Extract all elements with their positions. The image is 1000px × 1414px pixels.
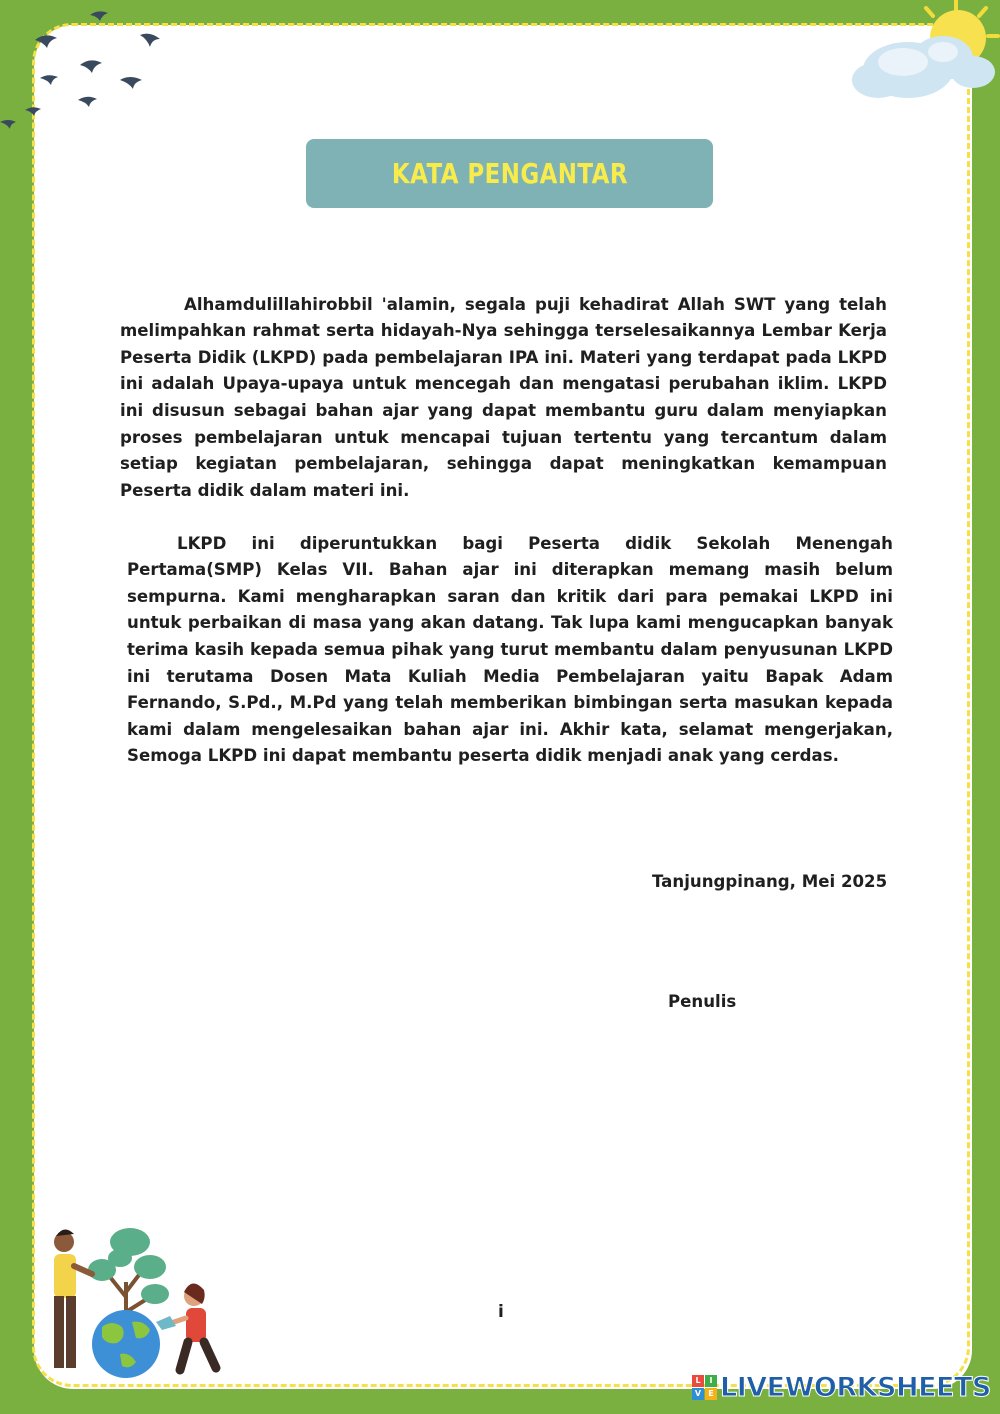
title-banner (306, 139, 713, 208)
liveworksheets-logo-icon: L I V E (692, 1375, 717, 1400)
page-number: i (498, 1302, 504, 1322)
page-title: KATA PENGANTAR (391, 157, 628, 190)
paragraph-introduction: Alhamdulillahirobbil 'alamin, segala puji kehadirat Allah SWT yang telah melimpahkan rahmat serta hidayah-Nya sehingga terselesaikannya Lembar Kerja Peserta Didik (LKPD) pada pembelajaran IPA ini. Materi yang terdapat pada LKPD ini adalah Upaya-upaya untuk mencegah dan mengatasi perubahan iklim. LKPD ini disusun sebagai bahan ajar yang dapat membantu guru dalam menyiapkan proses pembelajaran untuk mencapai tujuan tertentu yang tercantum dalam setiap kegiatan pembelajaran, sehingga dapat meningkatkan kemampuan Peserta didik dalam materi ini. (120, 294, 887, 500)
paragraph-acknowledgement: LKPD ini diperuntukkan bagi Peserta didik Sekolah Menengah Pertama(SMP) Kelas VII. Bahan ajar ini diterapkan memang masih belum sempurna. Kami mengharapkan saran dan kritik dari para pemakai LKPD ini untuk perbaikan di masa yang akan datang. Tak lupa kami mengucapkan banyak terima kasih kepada semua pihak yang turut membantu dalam penyusunan LKPD ini terutama Dosen Mata Kuliah Media Pembelajaran yaitu Bapak Adam Fernando, S.Pd., M.Pd yang telah memberikan bimbingan serta masukan kepada kami dalam mengelesaikan bahan ajar ini. Akhir kata, selamat mengerjakan, Semoga LKPD ini dapat membantu peserta didik menjadi anak yang cerdas. (127, 533, 893, 766)
brand-name: LIVEWORKSHEETS (720, 1372, 991, 1403)
sun-cloud-icon (838, 0, 1000, 105)
birds-icon (0, 0, 190, 140)
place-and-date: Tanjungpinang, Mei 2025 (652, 872, 888, 891)
liveworksheets-brand[interactable] (692, 1372, 991, 1403)
people-planting-tree-icon (40, 1222, 240, 1382)
writer-label: Penulis (668, 992, 737, 1011)
